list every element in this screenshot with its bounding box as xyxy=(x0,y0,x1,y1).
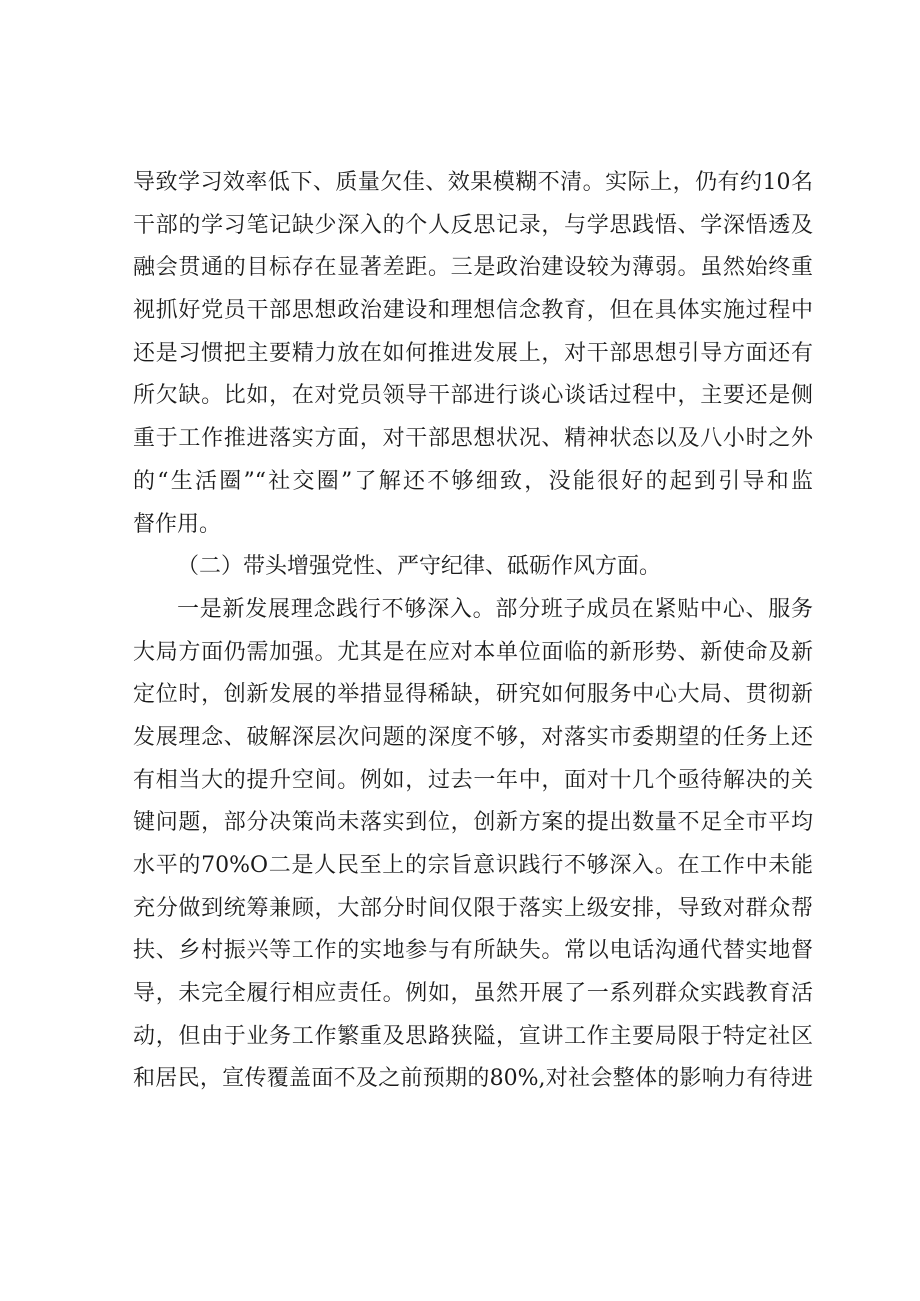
text-line: 水平的70%O二是人民至上的宗旨意识践行不够深入。在工作中未能 xyxy=(133,853,813,878)
section-heading: （二）带头增强党性、严守纪律、砥砺作风方面。 xyxy=(177,554,662,580)
text-line: 督作用。 xyxy=(133,511,222,537)
document-body xyxy=(133,162,813,1101)
text-line: 扶、乡村振兴等工作的实地参与有所缺失。常以电话沟通代替实地督 xyxy=(133,938,813,964)
text-line: 还是习惯把主要精力放在如何推进发展上，对干部思想引导方面还有 xyxy=(133,340,813,366)
text-line: 导，未完全履行相应责任。例如，虽然开展了一系列群众实践教育活 xyxy=(133,981,813,1007)
text-line: 动，但由于业务工作繁重及思路狭隘，宣讲工作主要局限于特定社区 xyxy=(133,1023,813,1049)
text-line: 干部的学习笔记缺少深入的个人反思记录，与学思践悟、学深悟透及 xyxy=(133,212,813,238)
text-line: 和居民，宣传覆盖面不及之前预期的80%,对社会整体的影响力有待进 xyxy=(133,1066,813,1092)
text-line: 发展理念、破解深层次问题的深度不够，对落实市委期望的任务上还 xyxy=(133,724,813,750)
text-line: 所欠缺。比如，在对党员领导干部进行谈心谈话过程中，主要还是侧 xyxy=(133,383,813,409)
text-line: 一是新发展理念践行不够深入。部分班子成员在紧贴中心、服务 xyxy=(177,596,813,622)
text-line: 融会贯通的目标存在显著差距。三是政治建设较为薄弱。虽然始终重 xyxy=(133,255,813,281)
text-line: 视抓好党员干部思想政治建设和理想信念教育，但在具体实施过程中 xyxy=(133,298,813,324)
text-line: 导致学习效率低下、质量欠佳、效果模糊不清。实际上，仍有约10名 xyxy=(133,170,813,195)
text-line: 定位时，创新发展的举措显得稀缺，研究如何服务中心大局、贯彻新 xyxy=(133,682,813,708)
text-line: 重于工作推进落实方面，对干部思想状况、精神状态以及八小时之外 xyxy=(133,426,813,452)
text-line: 键问题，部分决策尚未落实到位，创新方案的提出数量不足全市平均 xyxy=(133,810,813,836)
text-line: 有相当大的提升空间。例如，过去一年中，面对十几个亟待解决的关 xyxy=(133,767,813,793)
text-line: 的“生活圈”“社交圈”了解还不够细致，没能很好的起到引导和监 xyxy=(133,468,813,494)
text-line: 大局方面仍需加强。尤其是在应对本单位面临的新形势、新使命及新 xyxy=(133,639,813,665)
text-line: 充分做到统筹兼顾，大部分时间仅限于落实上级安排，导致对群众帮 xyxy=(133,895,813,921)
